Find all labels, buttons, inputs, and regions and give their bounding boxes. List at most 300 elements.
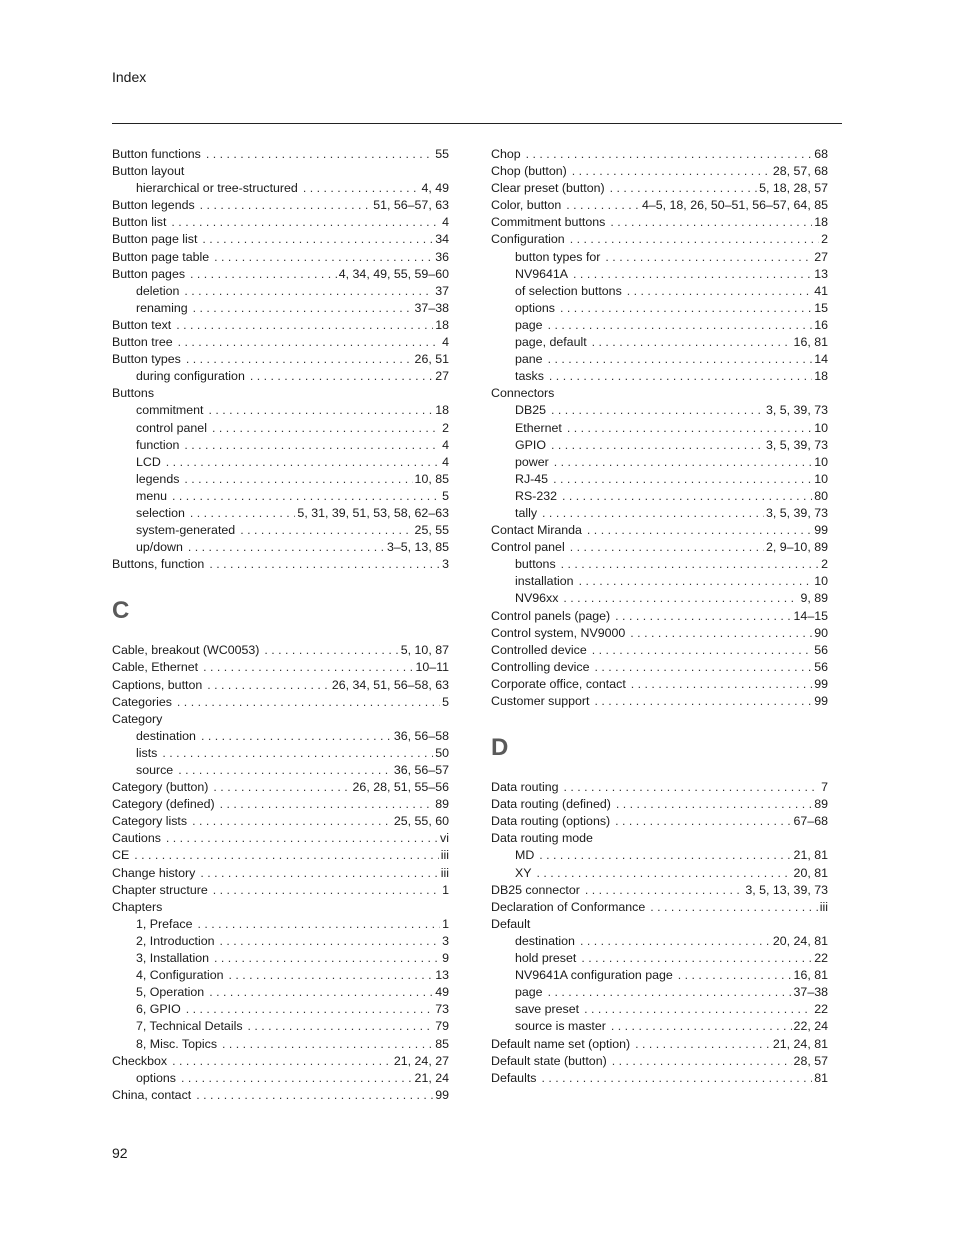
- index-page-refs: 3, 5, 39, 73: [765, 403, 828, 418]
- index-page-refs: 3–5, 13, 85: [386, 540, 449, 555]
- index-term: save preset: [515, 1002, 580, 1017]
- dot-leader: [213, 779, 350, 796]
- index-page-refs: 73: [435, 1002, 449, 1017]
- index-page-refs: 27: [814, 249, 828, 264]
- index-entry: [112, 385, 449, 402]
- index-page-refs: 4–5, 18, 26, 50–51, 56–57, 64, 85: [641, 198, 828, 213]
- index-term: Connectors: [491, 386, 555, 401]
- index-subentry: [491, 984, 828, 1001]
- index-page-refs: 2: [442, 420, 449, 435]
- index-page-refs: 37–38: [793, 985, 828, 1000]
- index-entry: [112, 556, 449, 573]
- index-term: MD: [515, 848, 535, 863]
- index-subentry: [112, 454, 449, 471]
- index-term: Data routing (options): [491, 814, 611, 829]
- index-subentry: [491, 368, 828, 385]
- index-page-refs: 3, 5, 39, 73: [765, 437, 828, 452]
- index-column-right: [491, 146, 828, 1087]
- dot-leader: [560, 300, 812, 317]
- index-page-refs: 89: [435, 797, 449, 812]
- index-page-refs: 27: [435, 369, 449, 384]
- index-page-refs: vi: [440, 831, 449, 846]
- index-page-refs: 14–15: [793, 608, 828, 623]
- index-entry: [491, 146, 828, 163]
- index-term: Default name set (option): [491, 1036, 631, 1051]
- index-term: Cable, breakout (WC0053): [112, 643, 260, 658]
- index-page-refs: 16, 81: [793, 968, 828, 983]
- index-term: RS-232: [515, 488, 558, 503]
- index-term: Buttons: [112, 386, 155, 401]
- index-page-refs: 90: [814, 625, 828, 640]
- index-subentry: [112, 471, 449, 488]
- index-subentry: [491, 437, 828, 454]
- dot-leader: [228, 967, 433, 984]
- dot-leader: [250, 368, 433, 385]
- dot-leader: [561, 556, 819, 573]
- index-page-refs: 14: [814, 352, 828, 367]
- index-letter-heading: D: [491, 734, 509, 762]
- index-term: commitment: [136, 403, 204, 418]
- index-subentry: [112, 728, 449, 745]
- dot-leader: [196, 1087, 433, 1104]
- index-entry: [112, 882, 449, 899]
- dot-leader: [172, 488, 440, 505]
- index-subentry: [112, 933, 449, 950]
- index-entry: [112, 146, 449, 163]
- dot-leader: [567, 420, 812, 437]
- index-page-refs: 25, 55, 60: [393, 814, 449, 829]
- index-page-refs: 9: [442, 951, 449, 966]
- index-page-refs: 4, 49: [421, 181, 449, 196]
- dot-leader: [570, 231, 819, 248]
- dot-leader: [526, 146, 813, 163]
- dot-leader: [134, 847, 439, 864]
- index-subentry: [112, 1001, 449, 1018]
- dot-leader: [206, 146, 433, 163]
- running-header: Index: [112, 69, 147, 85]
- index-term: GPIO: [515, 437, 546, 452]
- index-term: Button types: [112, 352, 181, 367]
- dot-leader: [207, 677, 330, 694]
- page-number: 92: [112, 1145, 128, 1161]
- index-page-refs: 36, 56–57: [393, 763, 449, 777]
- index-term: installation: [515, 574, 574, 589]
- header-rule: [112, 123, 842, 124]
- index-page-refs: 22, 24: [793, 1019, 828, 1034]
- index-entry: [112, 899, 449, 916]
- index-term: DB25 connector: [491, 882, 580, 897]
- index-term: NV9641A configuration page: [515, 968, 673, 983]
- index-page-refs: 18: [435, 317, 449, 332]
- index-subentry: [491, 249, 828, 266]
- index-entry: [491, 231, 828, 248]
- index-entry: [491, 385, 828, 402]
- index-term: Control panels (page): [491, 608, 611, 623]
- index-subentry: [112, 967, 449, 984]
- dot-leader: [615, 813, 791, 830]
- index-page-refs: 37: [435, 283, 449, 298]
- index-entry: [491, 676, 828, 693]
- index-page-refs: 10: [814, 471, 828, 486]
- index-subentry: [491, 950, 828, 967]
- dot-leader: [200, 197, 372, 214]
- index-entry: [491, 916, 828, 933]
- index-term: Chapter structure: [112, 882, 208, 897]
- index-term: CE: [112, 848, 130, 863]
- index-term: Clear preset (button): [491, 181, 605, 196]
- index-subentry: [491, 590, 828, 607]
- index-term: Button list: [112, 215, 167, 230]
- index-subentry: [491, 471, 828, 488]
- index-entry: [491, 830, 828, 847]
- dot-leader: [208, 402, 433, 419]
- index-page-refs: 56: [814, 659, 828, 674]
- index-term: tally: [515, 505, 538, 520]
- index-entry: [112, 779, 449, 796]
- index-term: Captions, button: [112, 677, 203, 692]
- dot-leader: [616, 796, 812, 813]
- dot-leader: [564, 779, 820, 796]
- index-subentry: [112, 402, 449, 419]
- index-term: hierarchical or tree-structured: [136, 181, 298, 196]
- index-entry: [491, 197, 828, 214]
- index-subentry: [112, 488, 449, 505]
- dot-leader: [184, 471, 412, 488]
- index-page-refs: 21, 24, 27: [393, 1053, 449, 1068]
- index-page-refs: 34: [435, 232, 449, 247]
- dot-leader: [264, 642, 398, 659]
- index-letter-heading: C: [112, 597, 130, 625]
- dot-leader: [166, 830, 438, 847]
- index-term: Button tree: [112, 335, 173, 350]
- index-entry: [112, 317, 449, 334]
- index-term: Chop: [491, 147, 521, 161]
- index-term: Data routing mode: [491, 831, 593, 846]
- index-term: Controlled device: [491, 642, 587, 657]
- index-page-refs: 1: [442, 916, 449, 931]
- index-page-refs: 9, 89: [800, 591, 828, 606]
- index-term: Contact Miranda: [491, 523, 582, 538]
- dot-leader: [248, 1018, 434, 1035]
- index-entry: [112, 163, 449, 180]
- index-page-refs: 26, 51: [414, 352, 449, 367]
- dot-leader: [678, 967, 792, 984]
- index-page-refs: 13: [435, 968, 449, 983]
- index-page-refs: 50: [435, 745, 449, 760]
- index-term: Button functions: [112, 147, 201, 161]
- dot-leader: [201, 728, 392, 745]
- index-page-refs: 10, 85: [414, 471, 449, 486]
- index-term: Corporate office, contact: [491, 676, 626, 691]
- index-page-refs: 3: [442, 933, 449, 948]
- index-entry: [491, 608, 828, 625]
- dot-leader: [563, 590, 798, 607]
- dot-leader: [566, 197, 640, 214]
- index-page-refs: 5, 10, 87: [400, 643, 449, 658]
- index-entry: [491, 163, 828, 180]
- index-subentry: [112, 300, 449, 317]
- index-page-refs: 5, 31, 39, 51, 53, 58, 62–63: [297, 505, 449, 520]
- index-term: up/down: [136, 540, 183, 555]
- dot-leader: [178, 762, 392, 779]
- index-term: 7, Technical Details: [136, 1019, 243, 1034]
- index-term: page: [515, 317, 543, 332]
- dot-leader: [172, 1053, 392, 1070]
- index-term: 1, Preface: [136, 916, 193, 931]
- index-page-refs: 99: [435, 1087, 449, 1102]
- index-page-refs: 68: [814, 147, 828, 161]
- dot-leader: [190, 266, 337, 283]
- dot-leader: [542, 505, 764, 522]
- index-term: Category: [112, 711, 163, 726]
- index-page-refs: 81: [814, 1070, 828, 1085]
- dot-leader: [220, 796, 434, 813]
- dot-leader: [551, 402, 764, 419]
- index-column-left: [112, 146, 449, 1104]
- dot-leader: [548, 984, 792, 1001]
- index-term: Default state (button): [491, 1053, 607, 1068]
- dot-leader: [166, 454, 440, 471]
- index-page-refs: 4, 34, 49, 55, 59–60: [338, 266, 449, 281]
- dot-leader: [202, 231, 433, 248]
- dot-leader: [197, 916, 440, 933]
- index-page-refs: 56: [814, 642, 828, 657]
- dot-leader: [580, 933, 771, 950]
- index-page-refs: 25, 55: [414, 523, 449, 538]
- dot-leader: [612, 1053, 792, 1070]
- index-entry: [491, 1036, 828, 1053]
- dot-leader: [184, 283, 433, 300]
- index-subentry: [491, 488, 828, 505]
- index-term: power: [515, 454, 549, 469]
- index-subentry: [112, 539, 449, 556]
- index-entry: [112, 266, 449, 283]
- index-term: during configuration: [136, 369, 245, 384]
- index-page-refs: 13: [814, 266, 828, 281]
- dot-leader: [541, 1070, 812, 1087]
- index-term: RJ-45: [515, 471, 549, 486]
- index-term: 3, Installation: [136, 951, 210, 966]
- index-page-refs: 21, 81: [793, 848, 828, 863]
- dot-leader: [650, 899, 817, 916]
- index-page-refs: 4: [442, 335, 449, 350]
- index-page-refs: 15: [814, 300, 828, 315]
- index-page-refs: 3, 5, 13, 39, 73: [745, 882, 828, 897]
- index-term: 8, Misc. Topics: [136, 1036, 218, 1051]
- index-term: legends: [136, 471, 180, 486]
- index-page-refs: 2: [821, 557, 828, 572]
- index-term: Chapters: [112, 899, 163, 914]
- dot-leader: [177, 694, 440, 711]
- dot-leader: [222, 1036, 433, 1053]
- index-term: 5, Operation: [136, 985, 205, 1000]
- index-term: Customer support: [491, 694, 590, 708]
- index-entry: [112, 659, 449, 676]
- index-page-refs: 37–38: [414, 300, 449, 315]
- index-entry: [112, 847, 449, 864]
- index-subentry: [491, 351, 828, 368]
- index-subentry: [491, 933, 828, 950]
- index-subentry: [112, 916, 449, 933]
- dot-leader: [570, 539, 764, 556]
- index-subentry: [112, 420, 449, 437]
- index-entry: [491, 899, 828, 916]
- index-term: Cable, Ethernet: [112, 660, 199, 675]
- index-entry: [491, 882, 828, 899]
- index-term: control panel: [136, 420, 207, 435]
- index-term: XY: [515, 865, 532, 880]
- dot-leader: [213, 882, 440, 899]
- index-subentry: [491, 865, 828, 882]
- dot-leader: [594, 693, 812, 710]
- index-term: lists: [136, 745, 158, 760]
- index-subentry: [491, 402, 828, 419]
- index-subentry: [112, 283, 449, 300]
- index-subentry: [112, 762, 449, 779]
- dot-leader: [188, 539, 385, 556]
- index-page-refs: 22: [814, 1002, 828, 1017]
- index-page-refs: 16, 81: [793, 335, 828, 350]
- dot-leader: [581, 950, 812, 967]
- index-entry: [491, 659, 828, 676]
- dot-leader: [209, 984, 433, 1001]
- index-subentry: [112, 1018, 449, 1035]
- index-term: Defaults: [491, 1070, 537, 1085]
- dot-leader: [209, 556, 440, 573]
- index-page-refs: 21, 24: [414, 1070, 449, 1085]
- index-term: Categories: [112, 694, 172, 709]
- index-term: Change history: [112, 865, 196, 880]
- index-term: button types for: [515, 249, 601, 264]
- index-term: of selection buttons: [515, 283, 622, 298]
- index-page-refs: 79: [435, 1019, 449, 1034]
- dot-leader: [548, 317, 813, 334]
- index-term: Button pages: [112, 266, 186, 281]
- index-subentry: [112, 180, 449, 197]
- index-term: Data routing: [491, 780, 559, 795]
- index-entry: [491, 1070, 828, 1087]
- dot-leader: [190, 505, 296, 522]
- index-term: menu: [136, 488, 167, 503]
- index-term: 4, Configuration: [136, 968, 224, 983]
- index-subentry: [112, 368, 449, 385]
- index-entry: [491, 1053, 828, 1070]
- index-page-refs: 36: [435, 249, 449, 264]
- index-entry: [491, 779, 828, 796]
- index-page-refs: 5: [442, 488, 449, 503]
- dot-leader: [200, 865, 438, 882]
- dot-leader: [631, 676, 812, 693]
- index-subentry: [491, 1018, 828, 1035]
- index-page-refs: 99: [814, 694, 828, 708]
- index-entry: [112, 694, 449, 711]
- dot-leader: [537, 865, 792, 882]
- index-subentry: [491, 300, 828, 317]
- dot-leader: [605, 249, 812, 266]
- index-page-refs: 80: [814, 488, 828, 503]
- index-page-refs: 2: [821, 232, 828, 247]
- dot-leader: [584, 1001, 812, 1018]
- index-term: Button text: [112, 317, 172, 332]
- index-term: 2, Introduction: [136, 933, 215, 948]
- index-term: DB25: [515, 403, 546, 418]
- index-page-refs: 10: [814, 420, 828, 435]
- dot-leader: [303, 180, 420, 197]
- dot-leader: [573, 266, 812, 283]
- index-page-refs: 99: [814, 523, 828, 538]
- index-term: NV9641A: [515, 266, 569, 281]
- index-entry: [112, 830, 449, 847]
- dot-leader: [592, 334, 792, 351]
- dot-leader: [539, 847, 791, 864]
- dot-leader: [186, 351, 413, 368]
- dot-leader: [611, 1018, 792, 1035]
- dot-leader: [553, 471, 812, 488]
- index-term: NV96xx: [515, 591, 559, 606]
- index-term: LCD: [136, 454, 161, 469]
- index-subentry: [491, 334, 828, 351]
- dot-leader: [551, 437, 764, 454]
- dot-leader: [203, 659, 413, 676]
- index-subentry: [491, 1001, 828, 1018]
- dot-leader: [562, 488, 812, 505]
- index-term: Default: [491, 916, 531, 931]
- index-page-refs: 67–68: [793, 814, 828, 829]
- index-subentry: [491, 573, 828, 590]
- dot-leader: [635, 1036, 771, 1053]
- index-page-refs: 22: [814, 951, 828, 966]
- index-subentry: [112, 950, 449, 967]
- dot-leader: [186, 1001, 433, 1018]
- index-subentry: [491, 420, 828, 437]
- dot-leader: [549, 368, 812, 385]
- index-entry: [491, 625, 828, 642]
- index-term: Buttons, function: [112, 557, 205, 572]
- dot-leader: [610, 214, 812, 231]
- index-subentry: [112, 505, 449, 522]
- index-page-refs: 55: [435, 147, 449, 161]
- index-page-refs: 4: [442, 454, 449, 469]
- index-subentry: [491, 505, 828, 522]
- index-subentry: [491, 556, 828, 573]
- index-entry: [112, 642, 449, 659]
- dot-leader: [178, 334, 440, 351]
- index-page-refs: 4: [442, 437, 449, 452]
- dot-leader: [184, 437, 440, 454]
- index-term: page: [515, 985, 543, 1000]
- index-entry: [112, 231, 449, 248]
- dot-leader: [214, 950, 440, 967]
- dot-leader: [610, 180, 757, 197]
- index-term: Category (defined): [112, 797, 215, 812]
- index-entry: [112, 334, 449, 351]
- index-page-refs: 28, 57, 68: [772, 164, 828, 179]
- index-page-refs: 3, 5, 39, 73: [765, 505, 828, 520]
- dot-leader: [572, 163, 771, 180]
- index-page-refs: 41: [814, 283, 828, 298]
- index-term: options: [136, 1070, 176, 1085]
- index-page-refs: 99: [814, 676, 828, 691]
- index-term: Control system, NV9000: [491, 625, 626, 640]
- index-page-refs: 10: [814, 454, 828, 469]
- dot-leader: [214, 249, 433, 266]
- index-entry: [112, 865, 449, 882]
- index-entry: [491, 522, 828, 539]
- index-term: renaming: [136, 300, 188, 315]
- index-entry: [491, 214, 828, 231]
- index-subentry: [491, 317, 828, 334]
- index-subentry: [491, 266, 828, 283]
